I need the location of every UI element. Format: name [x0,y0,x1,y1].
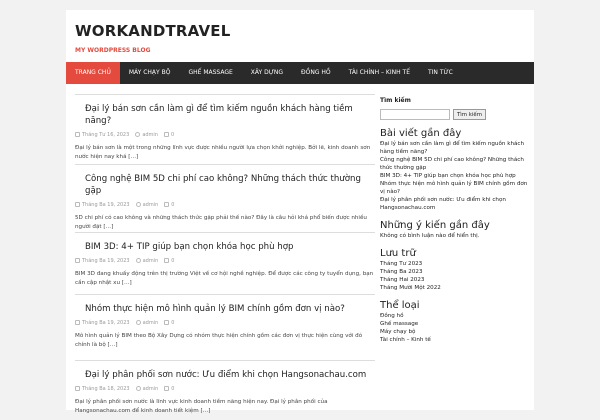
post-author-text[interactable]: admin [142,258,159,264]
archives-list [380,260,528,292]
archive-link[interactable]: Tháng Ba 2023 [380,269,423,275]
post-item [75,294,375,360]
post-author[interactable] [136,258,159,264]
post-item [75,94,375,164]
post-title[interactable]: BIM 3D: 4+ TIP giúp bạn chọn khóa học phù hợp [85,242,294,252]
archive-link[interactable]: Tháng Mười Một 2022 [380,285,441,291]
post-comments-count[interactable]: 0 [171,258,175,264]
comment-icon [164,258,169,263]
calendar-icon [75,320,80,325]
post-author-text[interactable]: admin [142,386,159,392]
search-button[interactable]: Tìm kiếm [453,109,486,120]
calendar-icon [75,386,80,391]
main-nav [66,62,534,84]
post-comments-count[interactable]: 0 [171,320,175,326]
user-icon [136,202,141,207]
sidebar [380,94,528,344]
post-date-text: Tháng Ba 19, 2023 [82,258,130,264]
post-comments[interactable] [164,202,174,208]
post-comments[interactable] [164,386,174,392]
archives-heading: Lưu trữ [380,248,416,259]
page-wrapper [66,10,534,414]
post-comments[interactable] [164,258,174,264]
nav-item-home[interactable]: TRANG CHỦ [66,62,120,84]
post-meta [75,258,375,264]
recent-post-link[interactable]: Công nghệ BIM 5D chi phí cao không? Những thách thức thường gặp [380,157,524,171]
recent-comments-empty: Không có bình luận nào để hiển thị. [380,233,480,239]
comment-icon [164,132,169,137]
archive-link[interactable]: Tháng Hai 2023 [380,277,425,283]
post-title[interactable]: Đại lý bán sơn cần làm gì để tìm kiếm nguồn khách hàng tiềm năng? [85,104,353,126]
category-link[interactable]: Đồng hồ [380,313,404,319]
user-icon [136,320,141,325]
post-title[interactable]: Đại lý phân phối sơn nước: Ưu điểm khi chọn Hangsonachau.com [85,370,367,380]
user-icon [136,386,141,391]
post-date-text: Tháng Tư 16, 2023 [82,132,130,138]
recent-post-link[interactable]: Nhóm thực hiện mô hình quản lý BIM chính gồm đơn vị nào? [380,181,528,195]
comment-icon [164,386,169,391]
post-author-text[interactable]: admin [142,132,158,138]
post-author[interactable] [136,202,159,208]
post-date [75,320,130,326]
nav-item-news[interactable]: TIN TỨC [428,69,453,76]
post-meta [75,132,375,138]
recent-posts-heading: Bài viết gần đây [380,128,462,139]
post-item [75,360,375,420]
post-meta [75,320,375,326]
post-excerpt: Mô hình quản lý BIM theo Bộ Xây Dựng có nhóm thực hiện chính gồm các đơn vị thực hiện cùng với đó chính là bộ […] [75,333,363,348]
user-icon [135,132,140,137]
recent-posts-list [380,140,528,212]
post-comments[interactable] [164,320,174,326]
comment-icon [164,320,169,325]
post-comments-count[interactable]: 0 [171,386,175,392]
post-comments-count[interactable]: 0 [171,202,175,208]
nav-item-finance[interactable]: TÀI CHÍNH – KINH TẾ [348,69,410,76]
post-date-text: Tháng Ba 19, 2023 [82,202,130,208]
nav-item-massage-chair[interactable]: GHẾ MASSAGE [188,69,233,76]
category-link[interactable]: Máy chạy bộ [380,329,416,335]
search-label: Tìm kiếm [380,97,411,104]
post-comments-count[interactable]: 0 [170,132,175,138]
post-list [75,94,375,420]
post-meta [75,202,375,208]
categories-list [380,312,528,344]
post-excerpt: Đại lý bán sơn là một trong những lĩnh vực được nhiều người lựa chọn khởi nghiệp. Bởi lẽ, kinh doanh sơn nước hiện nay khá […] [75,145,371,160]
archive-link[interactable]: Tháng Tư 2023 [380,261,423,267]
recent-post-link[interactable]: BIM 3D: 4+ TIP giúp bạn chọn khóa học phù hợp [380,173,516,179]
user-icon [136,258,141,263]
post-meta [75,386,375,392]
site-header [66,10,534,62]
post-date [75,132,129,138]
category-link[interactable]: Tài chính – Kinh tế [380,337,431,343]
post-author[interactable] [136,320,159,326]
post-author[interactable] [135,132,158,138]
site-title[interactable]: WORKANDTRAVEL [75,22,231,40]
post-excerpt: BIM 3D đang khuấy động trên thị trường Việt về cơ hội nghề nghiệp. Để được các công ty tuyển dụng, bạn cần cập nhật xu […] [75,271,374,286]
post-excerpt: Đại lý phân phối sơn nước là lĩnh vực kinh doanh tiềm năng hiện nay. Đại lý phân phối của Hangsonachau.com để kinh doanh tiết kiệm […] [75,399,328,414]
post-item [75,164,375,232]
recent-comments-heading: Những ý kiến gần đây [380,220,490,231]
comment-icon [164,202,169,207]
post-excerpt: 5D chi phí có cao không và những thách thức gặp phải thế nào? Đây là câu hỏi khá phổ biến được nhiều người đặt […] [75,215,367,230]
post-date [75,202,130,208]
post-date [75,258,130,264]
category-link[interactable]: Ghế massage [380,321,419,327]
search-input[interactable] [380,109,450,120]
calendar-icon [75,258,80,263]
categories-heading: Thể loại [380,300,420,311]
nav-item-construction[interactable]: XÂY DỰNG [250,69,283,76]
site-tagline: MY WORDPRESS BLOG [75,47,151,54]
calendar-icon [75,132,80,137]
post-comments[interactable] [164,132,174,138]
post-author-text[interactable]: admin [142,202,159,208]
post-title[interactable]: Công nghệ BIM 5D chi phí cao không? Những thách thức thường gặp [85,174,361,196]
recent-post-link[interactable]: Đại lý phân phối sơn nước: Ưu điểm khi chọn Hangsonachau.com [380,197,506,211]
post-title[interactable]: Nhóm thực hiện mô hình quản lý BIM chính gồm đơn vị nào? [85,304,345,314]
calendar-icon [75,202,80,207]
post-item [75,232,375,294]
nav-item-watches[interactable]: ĐỒNG HỒ [301,69,331,76]
post-date-text: Tháng Ba 19, 2023 [82,320,130,326]
search-form [380,109,528,120]
nav-item-treadmill[interactable]: MÁY CHẠY BỘ [128,69,171,76]
post-author-text[interactable]: admin [142,320,159,326]
post-date [75,386,130,392]
recent-post-link[interactable]: Đại lý bán sơn cần làm gì để tìm kiếm nguồn khách hàng tiềm năng? [380,141,525,155]
post-date-text: Tháng Ba 18, 2023 [82,386,130,392]
post-author[interactable] [136,386,159,392]
